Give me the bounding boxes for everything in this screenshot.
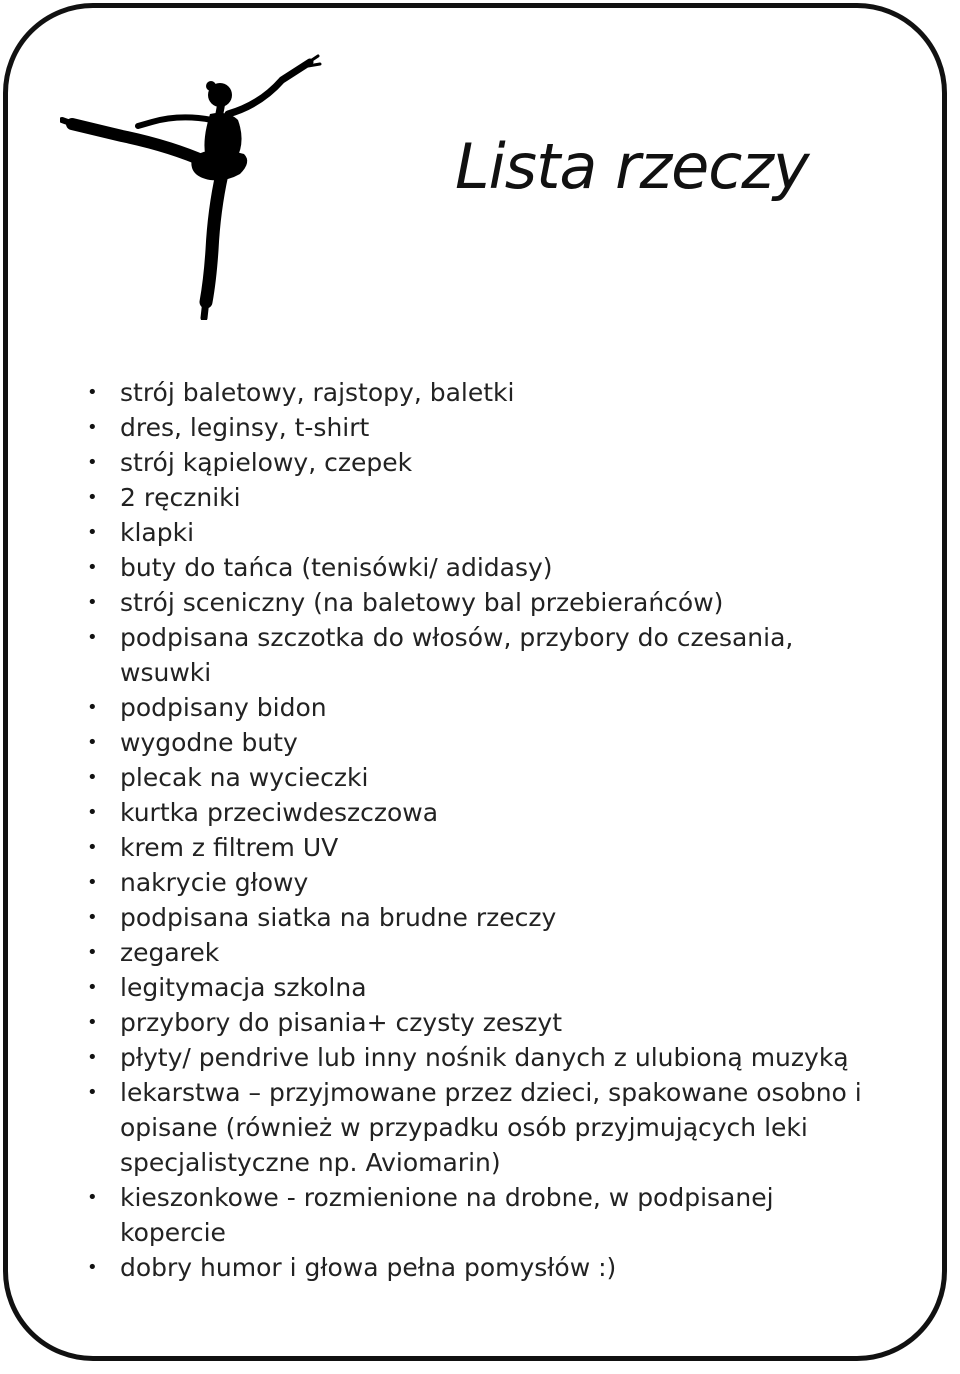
bullet: • — [87, 802, 98, 823]
bullet: • — [87, 382, 98, 403]
list-item — [82, 1250, 862, 1285]
bullet: • — [87, 627, 98, 648]
list-item-text: strój kąpielowy, czepek — [120, 448, 413, 477]
list-item — [82, 375, 862, 410]
list-item — [82, 480, 862, 515]
bullet: • — [87, 1082, 98, 1103]
bullet: • — [87, 732, 98, 753]
list-item-text: plecak na wycieczki — [120, 763, 369, 792]
list-item-text: legitymacja szkolna — [120, 973, 367, 1002]
list-item-text: kieszonkowe - rozmienione na drobne, w podpisanej kopercie — [120, 1183, 774, 1247]
list-item — [82, 795, 862, 830]
bullet: • — [87, 872, 98, 893]
bullet: • — [87, 522, 98, 543]
list-item-text: lekarstwa – przyjmowane przez dzieci, spakowane osobno i opisane (również w przypadku osób przyjmujących leki specjalistyczne np. Aviomarin) — [120, 1078, 862, 1177]
list-item-text: strój baletowy, rajstopy, baletki — [120, 378, 515, 407]
list-item-text: podpisany bidon — [120, 693, 327, 722]
list-item — [82, 830, 862, 865]
list-item-text: wygodne buty — [120, 728, 298, 757]
list-item-text: buty do tańca (tenisówki/ adidasy) — [120, 553, 553, 582]
list-item-text: nakrycie głowy — [120, 868, 309, 897]
list-item — [82, 935, 862, 970]
bullet: • — [87, 487, 98, 508]
list-item-text: dres, leginsy, t-shirt — [120, 413, 370, 442]
list-item — [82, 865, 862, 900]
bullet: • — [87, 767, 98, 788]
list-item-text: płyty/ pendrive lub inny nośnik danych z ulubioną muzyką — [120, 1043, 849, 1072]
list-item — [82, 1005, 862, 1040]
list-item-text: strój sceniczny (na baletowy bal przebierańców) — [120, 588, 724, 617]
list-item — [82, 445, 862, 480]
bullet: • — [87, 452, 98, 473]
bullet: • — [87, 1012, 98, 1033]
bullet: • — [87, 592, 98, 613]
list-item-text: 2 ręczniki — [120, 483, 241, 512]
item-list — [82, 375, 862, 1285]
bullet: • — [87, 977, 98, 998]
list-item — [82, 410, 862, 445]
list-item — [82, 760, 862, 795]
list-item — [82, 1180, 862, 1250]
list-item-text: zegarek — [120, 938, 220, 967]
list-item — [82, 970, 862, 1005]
list-item — [82, 620, 862, 690]
list-item-text: dobry humor i głowa pełna pomysłów :) — [120, 1253, 617, 1282]
list-item — [82, 900, 862, 935]
page-title: Lista rzeczy — [455, 130, 809, 203]
bullet: • — [87, 837, 98, 858]
bullet: • — [87, 557, 98, 578]
list-item — [82, 1075, 862, 1180]
bullet: • — [87, 942, 98, 963]
list-item-text: przybory do pisania+ czysty zeszyt — [120, 1008, 563, 1037]
list-item-text: klapki — [120, 518, 195, 547]
list-item — [82, 515, 862, 550]
list-item — [82, 725, 862, 760]
bullet: • — [87, 697, 98, 718]
ballerina-silhouette-icon — [60, 50, 330, 320]
list-item-text: podpisana szczotka do włosów, przybory do czesania, wsuwki — [120, 623, 794, 687]
bullet: • — [87, 1047, 98, 1068]
list-item-text: podpisana siatka na brudne rzeczy — [120, 903, 557, 932]
bullet: • — [87, 1187, 98, 1208]
list-item-text: krem z filtrem UV — [120, 833, 339, 862]
bullet: • — [87, 907, 98, 928]
list-item-text: kurtka przeciwdeszczowa — [120, 798, 439, 827]
list-item — [82, 550, 862, 585]
list-item — [82, 585, 862, 620]
bullet: • — [87, 1257, 98, 1278]
bullet: • — [87, 417, 98, 438]
list-item — [82, 1040, 862, 1075]
list-item — [82, 690, 862, 725]
